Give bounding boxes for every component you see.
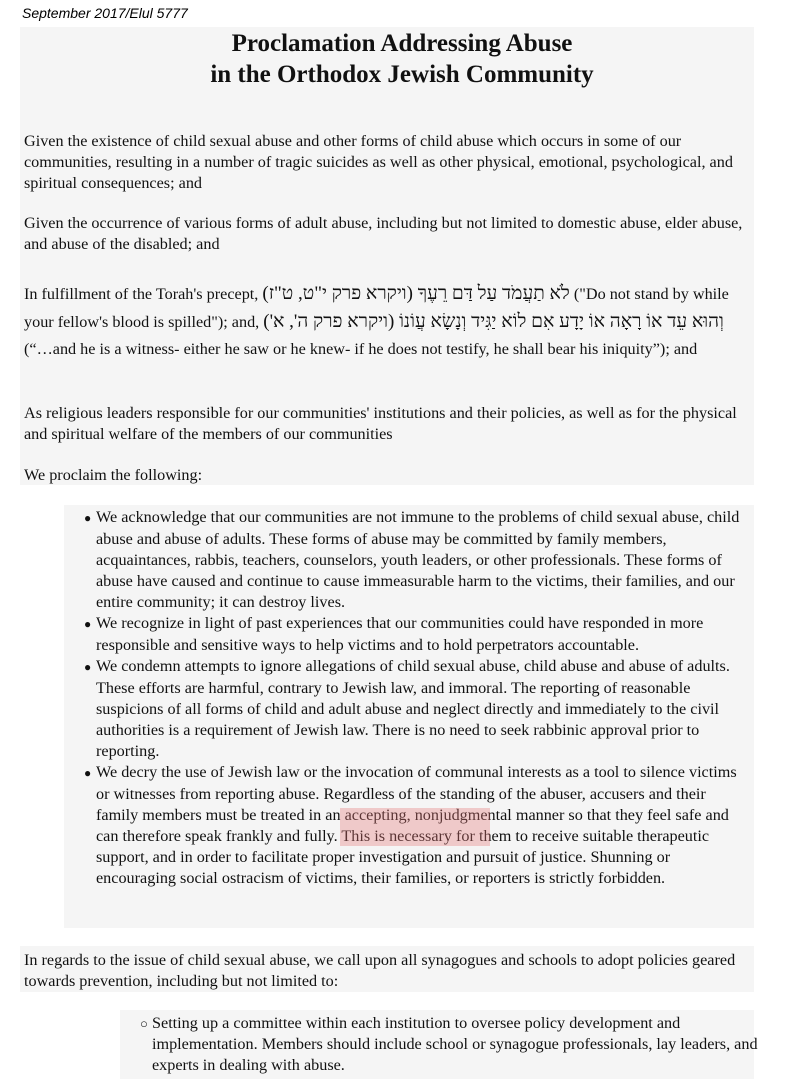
translation-1: ("Do not stand by while your fellow's blood is spilled"); and,: [24, 285, 729, 331]
paragraph-proclaim: We proclaim the following:: [24, 466, 203, 484]
paragraph-religious-leaders: As religious leaders responsible for our communities' institutions and their policies, as well as for the physical and spiritual welfare of the members of our communities: [24, 404, 737, 443]
list-item: ● We condemn attempts to ignore allegations of child sexual abuse, child abuse and abuse of adults. These efforts are harmful, contrary to Jewish law, and immoral. The reporting of reasonable suspicions of all forms of child and adult abuse and neglect directly and immediately to the civil authorities is a requirement of Jewish law. There is no need to seek rabbinic approval prior to reporting.: [84, 657, 730, 760]
title-line-2: in the Orthodox Jewish Community: [210, 61, 594, 88]
hebrew-verse-2: וְהוּא עֵד אוֹ רָאָה אוֹ יָדָע אִם לוֹא יַגִּיד וְנָשָׂא עֲוֹנוֹ (ויקרא פרק ה', א'): [263, 311, 724, 332]
list-item: ● We decry the use of Jewish law or the invocation of communal interests as a tool to silence victims or witnesses from reporting abuse. Regardless of the standing of the abuser, accusers and their family members must be treated in an accepting, nonjudgmental manner so that they feel safe and can therefore speak frankly and fully. This is necessary for them to receive suitable therapeutic support, and in order to facilitate proper investigation and pursuit of justice. Shunning or encouraging social ostracism of victims, their families, or reporters is strictly forbidden.: [84, 763, 737, 887]
translation-2: (“…and he is a witness- either he saw or he knew- if he does not testify, he shall bear his iniquity”); and: [24, 340, 698, 358]
paragraph-regards: In regards to the issue of child sexual abuse, we call upon all synagogues and schools to adopt policies geared towards prevention, including but not limited to:: [24, 951, 736, 990]
sub-list-item: ○ Setting up a committee within each institution to oversee policy development and implementation. Members should include school or synagogue professionals, lay leaders, and experts in dealing with abuse.: [140, 1014, 758, 1074]
circle-bullet-icon: ○: [140, 1016, 148, 1031]
bullet-icon: ●: [84, 617, 92, 631]
paragraph-torah-precept: [24, 280, 752, 363]
bullet-icon: ●: [84, 660, 92, 674]
document-title: [22, 28, 782, 90]
watermark-logo: [340, 808, 490, 846]
dateline: September 2017/Elul 5777: [22, 5, 188, 21]
list-item: ● We recognize in light of past experiences that our communities could have responded in more responsible and sensitive ways to help victims and to hold perpetrators accountable.: [84, 614, 704, 654]
bullet-icon: ●: [84, 766, 92, 780]
hebrew-verse-1: לֹא תַעֲמֹד עַל דַּם רֵעֶךָ (ויקרא פרק י"ט, ט"ז): [262, 283, 570, 304]
bullet-icon: ●: [84, 511, 92, 525]
paragraph-given-adult-abuse: Given the occurrence of various forms of adult abuse, including but not limited to domestic abuse, elder abuse, and abuse of the disabled; and: [24, 214, 743, 253]
list-item: ● We acknowledge that our communities are not immune to the problems of child sexual abuse, child abuse and abuse of adults. These forms of abuse may be committed by family members, acquaintances, rabbis, teachers, counselors, youth leaders, or other professionals. These forms of abuse have caused and continue to cause immeasurable harm to the victims, their families, and our entire community; it can destroy lives.: [84, 508, 740, 611]
torah-intro-text: In fulfillment of the Torah's precept,: [24, 285, 259, 303]
title-line-1: Proclamation Addressing Abuse: [231, 30, 573, 57]
paragraph-given-child-abuse: Given the existence of child sexual abuse and other forms of child abuse which occurs in some of our communities, resulting in a number of tragic suicides as well as other physical, emotional, psychological, and spiritual consequences; and: [24, 132, 733, 192]
